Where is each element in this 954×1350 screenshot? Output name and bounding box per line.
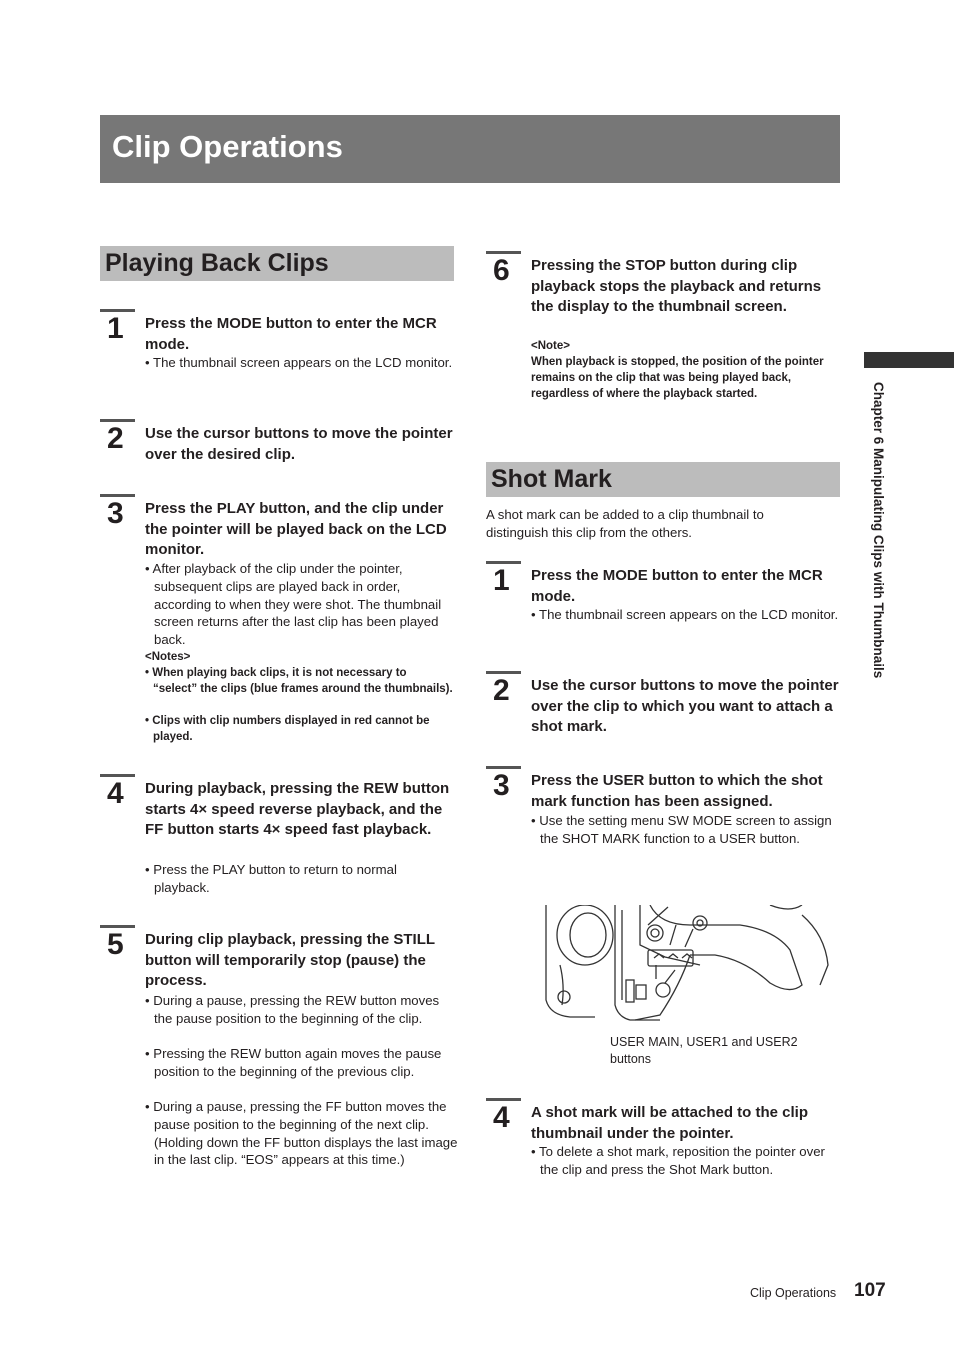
step-bullet: • The thumbnail screen appears on the LCD monitor. (531, 607, 839, 622)
step-heading: During playback, pressing the REW button starts 4× speed reverse playback, and the FF button starts 4× speed fast playback. (145, 780, 450, 839)
step-heading: Pressing the STOP button during clip playback stops the playback and returns the display to the thumbnail screen. (531, 257, 822, 316)
step-number: 2 (493, 674, 510, 707)
section-heading-shot-mark (486, 462, 840, 497)
step-heading: Use the cursor buttons to move the pointer over the clip to which you want to attach a shot mark. (531, 677, 839, 736)
step-number: 6 (493, 254, 510, 287)
step-number: 3 (493, 769, 510, 802)
chapter-tab-marker (864, 352, 954, 368)
step-number: 4 (107, 777, 124, 810)
step-bullet: • During a pause, pressing the FF button moves the pause position to the beginning of the next clip. (Holding down the FF button displays the last image in the last clip. “EOS” appears at this time.) (145, 1099, 458, 1168)
note-item: • When playing back clips, it is not necessary to “select” the clips (blue frames around the thumbnails). (145, 667, 453, 695)
step-heading: During clip playback, pressing the STILL button will temporarily stop (pause) the process. (145, 931, 435, 990)
note-text: When playback is stopped, the position of the pointer remains on the clip that was being played back, regardless of where the playback started. (531, 356, 824, 400)
page-number: 107 (854, 1280, 886, 1301)
step-number: 1 (107, 312, 124, 345)
camera-illustration (540, 905, 830, 1030)
step-bullet: • During a pause, pressing the REW button moves the pause position to the beginning of the clip. (145, 993, 440, 1026)
note-label: <Note> (531, 340, 570, 352)
step-bullet: • Press the PLAY button to return to normal playback. (145, 862, 397, 895)
step-heading: Press the PLAY button, and the clip under the pointer will be played back on the LCD monitor. (145, 500, 447, 559)
chapter-tab-text: Chapter 6 Manipulating Clips with Thumbnails (871, 382, 886, 679)
page-title-bar (100, 115, 840, 183)
section-intro: A shot mark can be added to a clip thumbnail to distinguish this clip from the others. (486, 507, 764, 540)
chapter-tab (868, 382, 890, 762)
section-title: Playing Back Clips (105, 249, 329, 277)
step-number: 2 (107, 422, 124, 455)
step-bullet: • Use the setting menu SW MODE screen to assign the SHOT MARK function to a USER button. (531, 813, 832, 846)
step-number: 4 (493, 1101, 510, 1134)
section-heading-playing-back (100, 246, 454, 281)
step-heading: Press the MODE button to enter the MCR mode. (531, 567, 823, 605)
note-item: • Clips with clip numbers displayed in red cannot be played. (145, 715, 430, 743)
step-number: 5 (107, 928, 124, 961)
step-heading: Use the cursor buttons to move the pointer over the desired clip. (145, 425, 453, 463)
notes-label: <Notes> (145, 651, 191, 663)
camera-drawing (540, 905, 830, 1030)
step-bullet: • Pressing the REW button again moves the pause position to the beginning of the previous clip. (145, 1046, 442, 1079)
step-bullet: • The thumbnail screen appears on the LCD monitor. (145, 355, 453, 370)
step-bullet: • To delete a shot mark, reposition the pointer over the clip and press the Shot Mark button. (531, 1144, 825, 1177)
page-title: Clip Operations (112, 129, 343, 164)
step-number: 3 (107, 497, 124, 530)
footer-label: Clip Operations (750, 1286, 837, 1300)
step-heading: Press the MODE button to enter the MCR mode. (145, 315, 437, 353)
step-heading: A shot mark will be attached to the clip thumbnail under the pointer. (531, 1104, 808, 1142)
step-heading: Press the USER button to which the shot mark function has been assigned. (531, 772, 823, 810)
step-number: 1 (493, 564, 510, 597)
figure-caption: USER MAIN, USER1 and USER2 buttons (610, 1035, 798, 1066)
section-title: Shot Mark (491, 465, 612, 493)
step-bullet: • After playback of the clip under the pointer, subsequent clips are played back in order, according to when they were shot. The thumbnail screen returns after the last clip has been played back. (145, 561, 442, 648)
